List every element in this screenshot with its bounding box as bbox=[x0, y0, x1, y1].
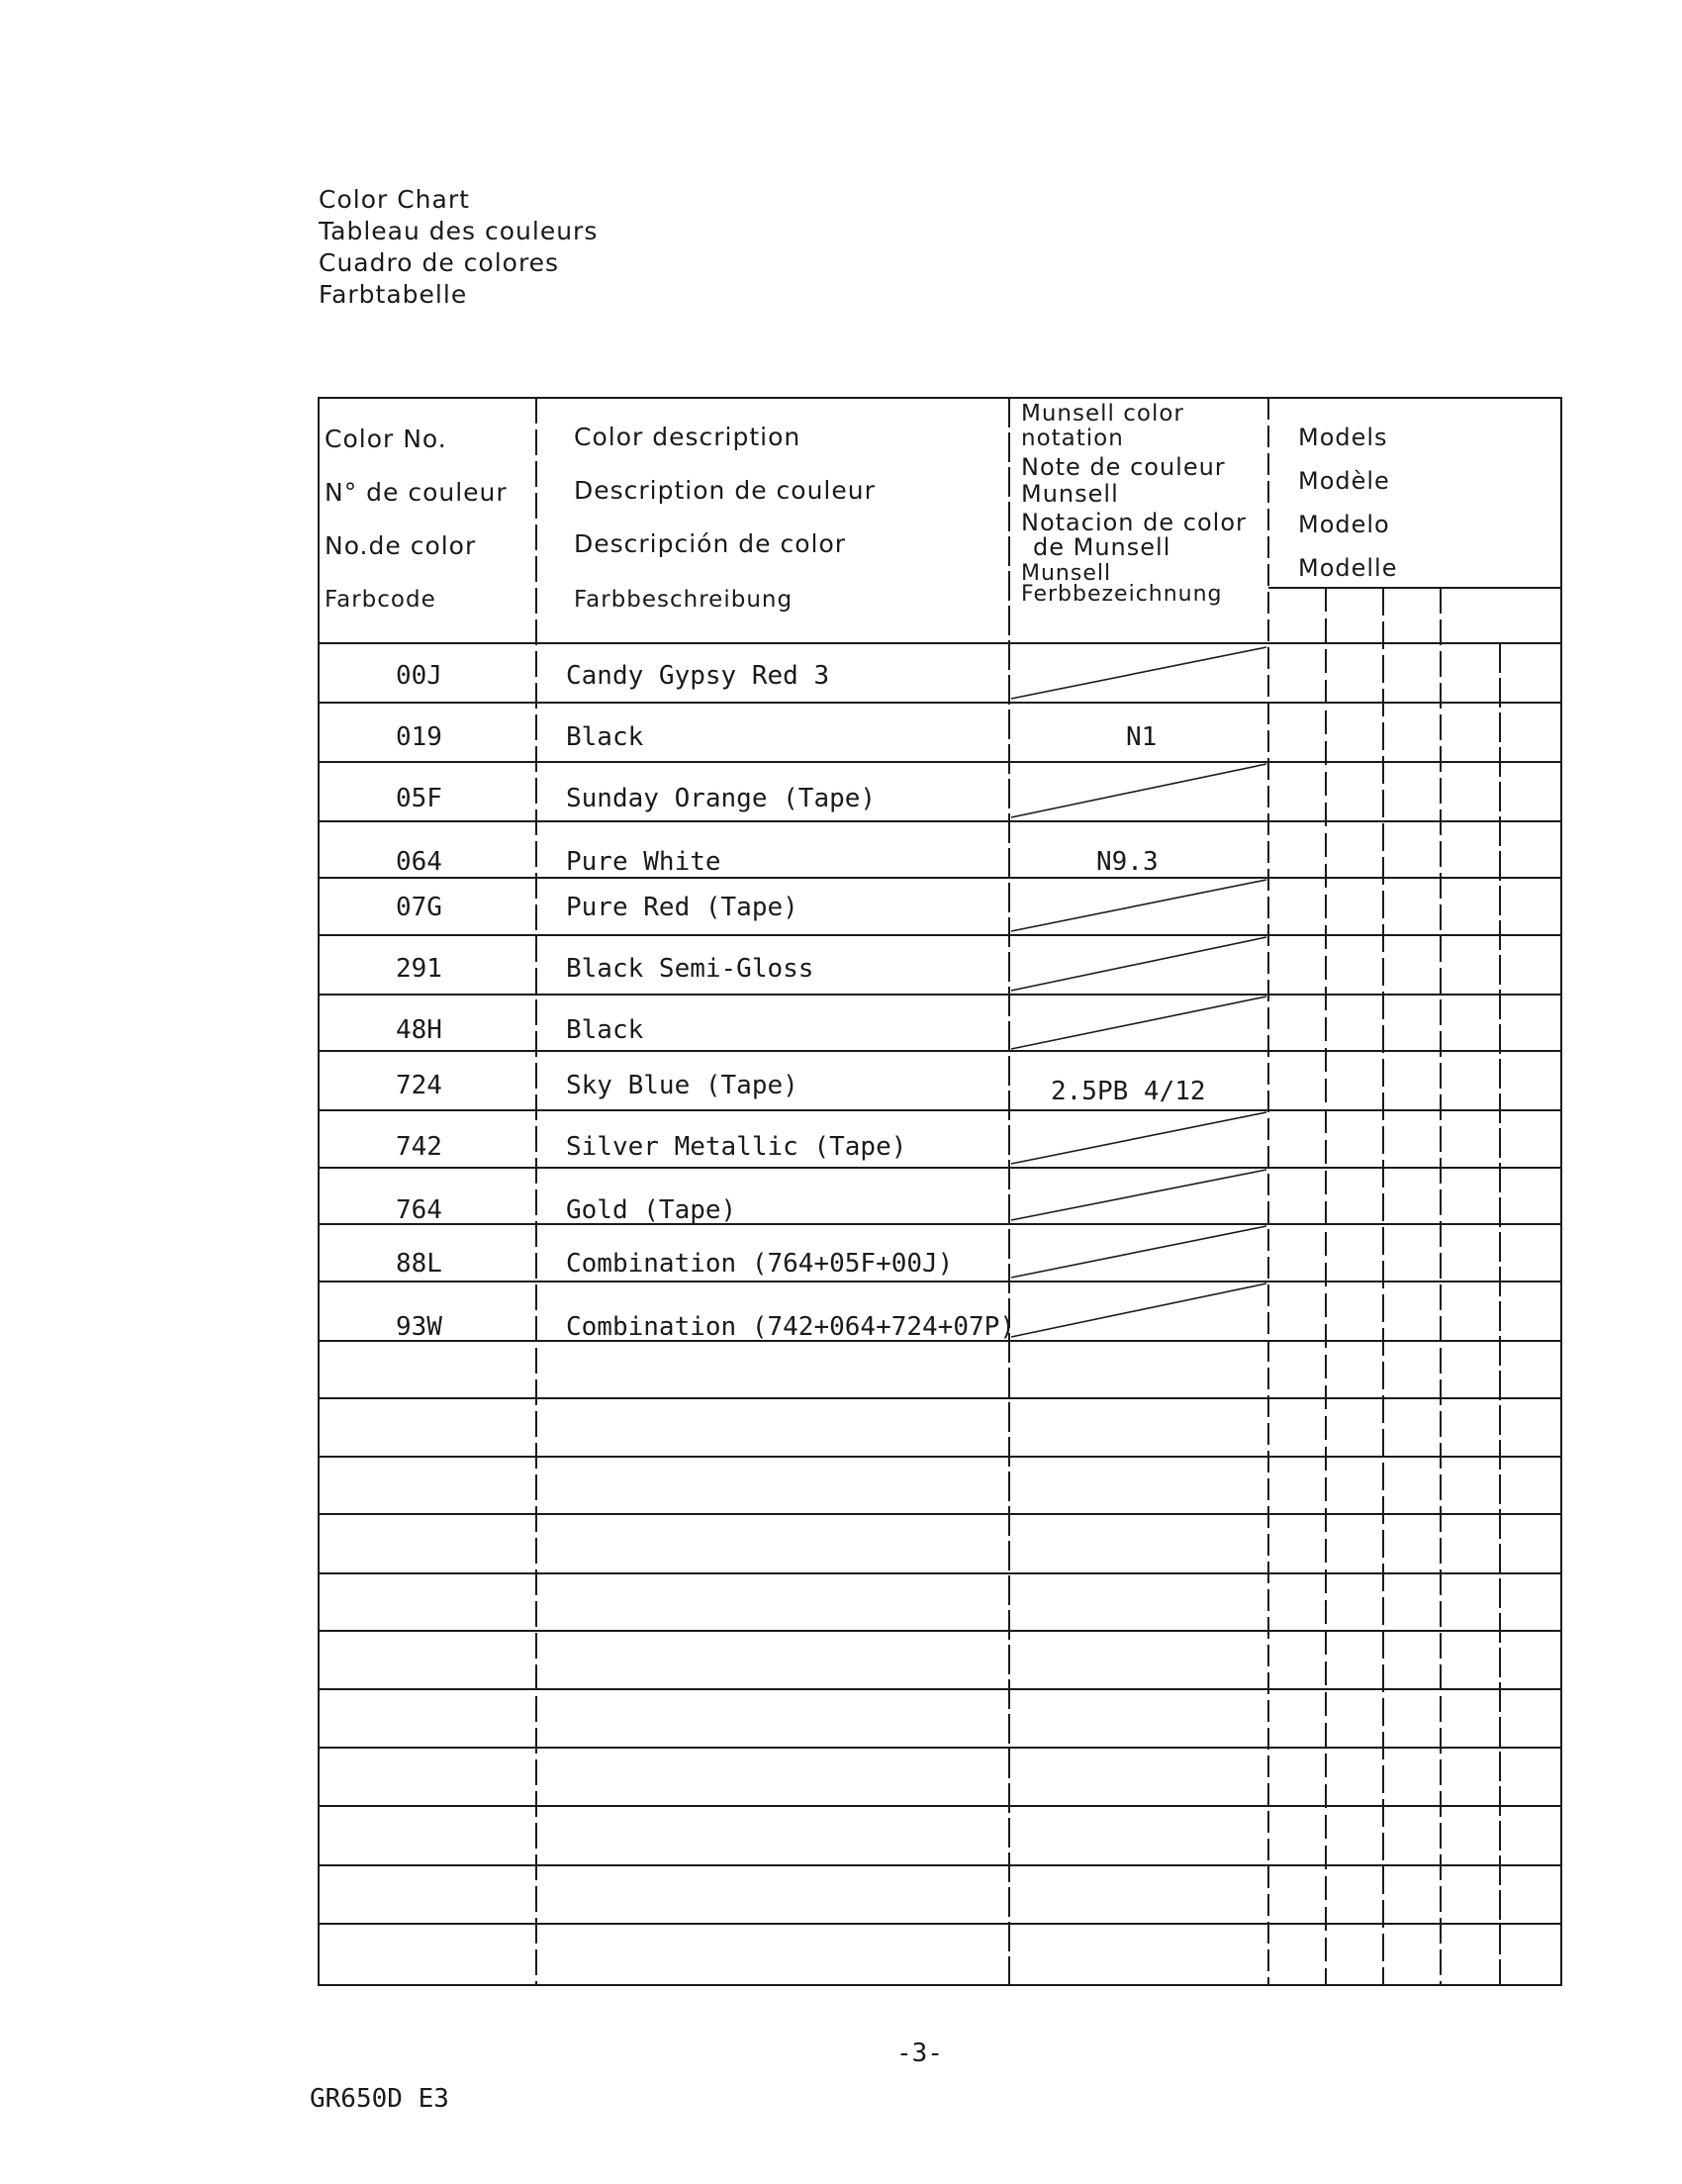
header-munsell-fr-2: Munsell bbox=[1021, 480, 1119, 508]
header-models-fr: Modèle bbox=[1298, 467, 1390, 495]
header-color-no-en: Color No. bbox=[325, 425, 447, 453]
color-code: 724 bbox=[396, 1071, 442, 1100]
header-color-no-fr: N° de couleur bbox=[325, 478, 508, 507]
header-munsell-es: Notacion de color bbox=[1021, 509, 1247, 536]
header-models-de: Modelle bbox=[1298, 554, 1398, 582]
header-munsell-en-2: notation bbox=[1021, 426, 1124, 451]
page-number: -3- bbox=[896, 2039, 943, 2068]
header-models bbox=[1298, 416, 1398, 590]
title-french: Tableau des couleurs bbox=[319, 217, 599, 245]
header-color-no-es: No.de color bbox=[325, 531, 477, 560]
color-code: 019 bbox=[396, 722, 442, 752]
color-description: Black Semi-Gloss bbox=[566, 954, 814, 984]
munsell-notation: N1 bbox=[1126, 722, 1158, 752]
color-description: Gold (Tape) bbox=[566, 1195, 737, 1225]
header-munsell-en-1: Munsell color bbox=[1021, 401, 1184, 427]
document-code: GR650D E3 bbox=[310, 2084, 449, 2114]
color-description: Sky Blue (Tape) bbox=[566, 1071, 798, 1100]
color-code: 93W bbox=[396, 1312, 442, 1342]
header-description-fr: Description de couleur bbox=[574, 476, 876, 505]
munsell-notation: N9.3 bbox=[1096, 847, 1159, 877]
header-color-no bbox=[325, 426, 508, 614]
color-code: 764 bbox=[396, 1195, 442, 1225]
color-description: Black bbox=[566, 1015, 644, 1045]
header-munsell bbox=[1021, 400, 1247, 606]
color-code: 88L bbox=[396, 1249, 442, 1279]
header-description bbox=[574, 424, 876, 614]
color-code: 48H bbox=[396, 1015, 442, 1045]
color-description: Pure Red (Tape) bbox=[566, 893, 798, 922]
color-description: Black bbox=[566, 722, 644, 752]
header-color-no-de: Farbcode bbox=[325, 587, 436, 613]
title-spanish: Cuadro de colores bbox=[319, 248, 560, 277]
header-models-es: Modelo bbox=[1298, 511, 1390, 538]
munsell-notation: 2.5PB 4/12 bbox=[1051, 1077, 1206, 1106]
color-description: Candy Gypsy Red 3 bbox=[566, 661, 830, 691]
header-models-en: Models bbox=[1298, 424, 1388, 451]
title-german: Farbtabelle bbox=[319, 280, 468, 309]
color-code: 05F bbox=[396, 784, 442, 813]
color-description: Silver Metallic (Tape) bbox=[566, 1132, 907, 1162]
color-description: Combination (742+064+724+07P) bbox=[566, 1312, 1015, 1342]
title-english: Color Chart bbox=[319, 185, 470, 214]
color-description: Combination (764+05F+00J) bbox=[566, 1249, 954, 1279]
color-code: 742 bbox=[396, 1132, 442, 1162]
header-munsell-fr: Note de couleur bbox=[1021, 453, 1226, 481]
color-description: Pure White bbox=[566, 847, 721, 877]
header-description-de: Farbbeschreibung bbox=[574, 587, 794, 613]
header-description-en: Color description bbox=[574, 423, 801, 451]
color-code: 00J bbox=[396, 661, 442, 691]
header-munsell-de-2: Ferbbezeichnung bbox=[1021, 582, 1223, 607]
color-code: 291 bbox=[396, 954, 442, 984]
header-munsell-de: Munsell bbox=[1021, 561, 1112, 586]
header-munsell-es-2: de Munsell bbox=[1033, 533, 1171, 561]
color-code: 064 bbox=[396, 847, 442, 877]
color-code: 07G bbox=[396, 893, 442, 922]
header-description-es: Descripción de color bbox=[574, 529, 847, 558]
color-description: Sunday Orange (Tape) bbox=[566, 784, 877, 813]
